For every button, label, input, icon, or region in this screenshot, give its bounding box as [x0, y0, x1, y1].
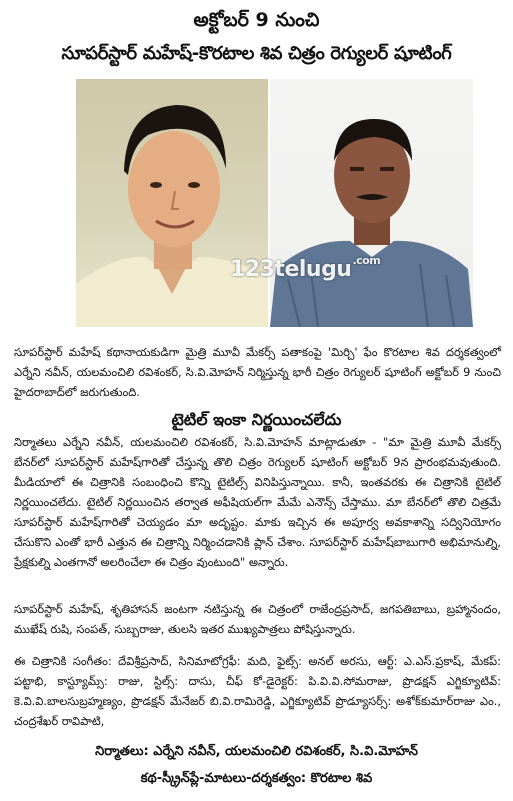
watermark-brand: 123telugu [230, 257, 352, 282]
section-subheading: టైటిల్ ఇంకా నిర్ణయించలేదు [171, 410, 342, 429]
director-credit: కథ-స్క్రీన్‌ప్లే-మాటలు-దర్శకత్వం: కొరటాల శివ [140, 771, 373, 786]
director-photo [270, 79, 473, 327]
director-portrait-illustration [270, 79, 473, 327]
actor-portrait-illustration [76, 79, 268, 327]
crew-paragraph: ఈ చిత్రానికి సంగీతం: దేవిశ్రీప్రసాద్, సినిమాటోగ్రఫీ: మది, ఫైట్స్: అనల్ అరసు, ఆర్ట్: ఎ.ఎస్.ప్రకాష్, మేకప్: పట్టాభి, కాస్ట్యూమ్స్: రాజు, స్టిల్స్: దాసు, చీఫ్ కో-డైరెక్టర్: పి.వి.వి.సోమరాజు, ప్రొడక్షన్ ఎగ్జిక్యూటివ్: కె.వి.వి.బాలసుబ్రహ్మణ్యం, ప్రొడక్షన్ మేనేజర్ బి.వి.రామిరెడ్డి, ఎగ్జిక్యూటివ్ ప్రొడ్యూసర్స్: అశోక్‌కుమార్‌రాజు ఎం., చంద్రశేఖర్ రావిపాటి, [14, 654, 501, 728]
producers-quote-paragraph: నిర్మాతలు ఎర్నేని నవీన్, యలమంచిలి రవిశంకర్, సి.వి.మోహన్ మాట్లాడుతూ - "మా మైత్రి మూవీ మేకర్స్ బేనర్‌లో సూపర్‌స్టార్ మహేష్‌గారితో చేస్తున్న తొలి చిత్రం రెగ్యులర్ షూటింగ్ అక్టోబర్ 9న ప్రారంభమవుతుంది. మీడియాలో ఈ చిత్రానికి సంబంధించి కొన్ని టైటిల్స్ వినిపిస్తున్నాయి. కానీ, ఇంతవరకు ఈ చిత్రానికి టైటిల్ నిర్ణయించలేదు. టైటిల్ నిర్ణయించిన తర్వాత అఫీషియల్‌గా మేమే ఎనౌన్స్ చేస్తాము. మా బేనర్‌లో తొలి చిత్రమే సూపర్‌స్టార్ మహేష్‌గారితో చెయ్యడం మా అదృష్టం. మాకు ఇచ్చిన ఈ అపూర్వ అవకాశాన్ని సద్వినియోగం చేసుకొని ఎంతో భారీ ఎత్తున ఈ చిత్రాన్ని నిర్మించడానికి ప్లాన్ చేశాం. సూపర్‌స్టార్ మహేష్‌బాబుగారి అభిమానుల్ని, ప్రేక్షకుల్ని ఎంతగానో అలరించేలా ఈ చిత్రం వుంటుంది" అన్నారు. [14, 435, 501, 569]
cast-paragraph: సూపర్‌స్టార్ మహేష్, శృతిహాసన్ జంటగా నటిస్తున్న ఈ చిత్రంలో రాజేంద్రప్రసాద్, జగపతిబాబు, బ్రహ్మానందం, ముఖేష్ రుషి, సంపత్, సుబ్బరాజు, తులసి ఇతర ముఖ్యపాత్రలు పోషిస్తున్నారు. [14, 602, 501, 636]
producers-credit: నిర్మాతలు: ఎర్నేని నవీన్, యలమంచిలి రవిశంకర్, సి.వి.మోహన్ [95, 744, 418, 759]
site-watermark [230, 254, 381, 282]
watermark-suffix: .com [352, 254, 381, 267]
intro-paragraph: సూపర్‌స్టార్ మహేష్ కథానాయకుడిగా మైత్రి మూవీ మేకర్స్ పతాకంపై 'మిర్చి' ఫేం కొరటాల శివ దర్శకత్వంలో ఎర్నేని నవీన్, యలమంచిలి రవిశంకర్, సి.వి.మోహన్ నిర్మిస్తున్న భారీ చిత్రం రెగ్యులర్ షూటింగ్ అక్టోబర్ 9 నుంచి హైదరాబాద్‌లో జరుగుతుంది. [14, 345, 501, 399]
actor-photo [76, 79, 268, 327]
headline-date: అక్టోబర్ 9 నుంచి [193, 9, 320, 31]
headline-title: సూపర్‌స్టార్ మహేష్-కొరటాల శివ చిత్రం రెగ్యులర్ షూటింగ్ [61, 43, 452, 64]
